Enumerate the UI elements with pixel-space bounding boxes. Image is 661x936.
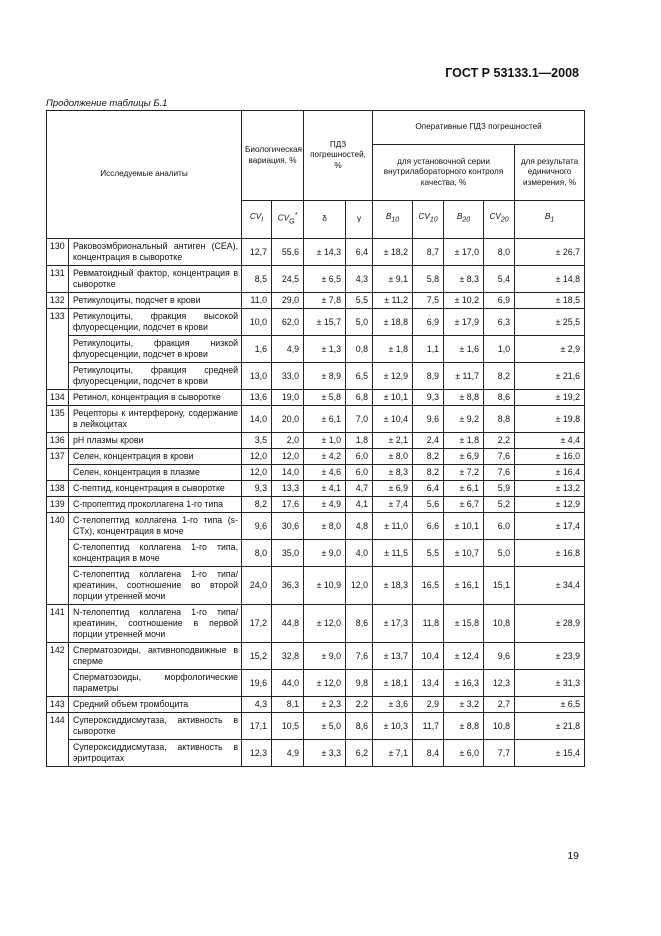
- cell-b10: ± 8,0: [373, 449, 413, 465]
- cell-b20: ± 7,2: [444, 465, 484, 481]
- cell-delta: ± 5,8: [304, 390, 346, 406]
- cell-delta: ± 6,5: [304, 266, 346, 293]
- cell-cv20: 6,0: [484, 513, 515, 540]
- header-delta: δ: [304, 201, 346, 239]
- row-number: 135: [47, 406, 69, 433]
- cell-cv10: 9,3: [413, 390, 444, 406]
- header-b1: $B_1$: [515, 201, 585, 239]
- row-number: [47, 670, 69, 697]
- cell-b20: ± 15,8: [444, 605, 484, 643]
- table-row: [47, 481, 585, 497]
- cell-cvg: 29,0: [272, 293, 304, 309]
- cell-cv20: 10,8: [484, 605, 515, 643]
- analyte-name: Сперматозоиды, активноподвижные в сперме: [69, 643, 242, 670]
- cell-delta: ± 12,0: [304, 670, 346, 697]
- cell-cvi: 13,6: [242, 390, 272, 406]
- table-row: [47, 497, 585, 513]
- cell-cvg: 35,0: [272, 540, 304, 567]
- table-row: [47, 567, 585, 605]
- cell-cv10: 10,4: [413, 643, 444, 670]
- cell-b20: ± 9,2: [444, 406, 484, 433]
- cell-b20: ± 1,8: [444, 433, 484, 449]
- row-number: [47, 567, 69, 605]
- analyte-name: pH плазмы крови: [69, 433, 242, 449]
- cell-b10: ± 10,3: [373, 713, 413, 740]
- cell-cvi: 12,7: [242, 239, 272, 266]
- cell-b10: ± 13,7: [373, 643, 413, 670]
- analyte-name: Ретикулоциты, фракция низкой флуоресценции, подсчет в крови: [69, 336, 242, 363]
- row-number: 133: [47, 309, 69, 336]
- cell-b20: ± 11,7: [444, 363, 484, 390]
- analyte-name: Рецепторы к интерферону, содержание в лейкоцитах: [69, 406, 242, 433]
- table-row: [47, 670, 585, 697]
- cell-delta: ± 5,0: [304, 713, 346, 740]
- cell-b10: ± 8,3: [373, 465, 413, 481]
- row-number: [47, 336, 69, 363]
- cell-b20: ± 10,2: [444, 293, 484, 309]
- cell-cv10: 6,6: [413, 513, 444, 540]
- cell-b1: ± 26,7: [515, 239, 585, 266]
- cell-b20: ± 10,1: [444, 513, 484, 540]
- cell-b20: ± 16,3: [444, 670, 484, 697]
- cell-b1: ± 6,5: [515, 697, 585, 713]
- cell-gamma: 4,7: [346, 481, 373, 497]
- cell-b1: ± 19,2: [515, 390, 585, 406]
- table-row: [47, 740, 585, 767]
- cell-cvg: 24,5: [272, 266, 304, 293]
- cell-cvi: 9,3: [242, 481, 272, 497]
- cell-cvg: 44,0: [272, 670, 304, 697]
- cell-b1: ± 21,8: [515, 713, 585, 740]
- row-number: 144: [47, 713, 69, 740]
- cell-cv10: 6,4: [413, 481, 444, 497]
- cell-b20: ± 8,3: [444, 266, 484, 293]
- row-number: 139: [47, 497, 69, 513]
- cell-cvi: 10,0: [242, 309, 272, 336]
- header-cv10: $CV_{10}$: [413, 201, 444, 239]
- analyte-name: С-пептид, концентрация в сыворотке: [69, 481, 242, 497]
- cell-cvg: 8,1: [272, 697, 304, 713]
- cell-cvg: 32,8: [272, 643, 304, 670]
- cell-b10: ± 11,5: [373, 540, 413, 567]
- cell-b1: ± 19,8: [515, 406, 585, 433]
- cell-cvi: 13,0: [242, 363, 272, 390]
- cell-b1: ± 16,0: [515, 449, 585, 465]
- row-number: 141: [47, 605, 69, 643]
- cell-b20: ± 1,6: [444, 336, 484, 363]
- cell-delta: ± 3,3: [304, 740, 346, 767]
- cell-delta: ± 4,1: [304, 481, 346, 497]
- cell-gamma: 2,2: [346, 697, 373, 713]
- cell-b20: ± 12,4: [444, 643, 484, 670]
- cell-delta: ± 6,1: [304, 406, 346, 433]
- cell-gamma: 4,8: [346, 513, 373, 540]
- cell-cvi: 12,0: [242, 465, 272, 481]
- cell-cv20: 6,3: [484, 309, 515, 336]
- table-row: [47, 336, 585, 363]
- cell-cv10: 1,1: [413, 336, 444, 363]
- header-cvi: $CV_I$: [242, 201, 272, 239]
- row-number: [47, 740, 69, 767]
- cell-cv10: 2,9: [413, 697, 444, 713]
- row-number: 131: [47, 266, 69, 293]
- cell-cv10: 8,2: [413, 449, 444, 465]
- cell-delta: ± 4,6: [304, 465, 346, 481]
- table-row: [47, 309, 585, 336]
- cell-delta: ± 2,3: [304, 697, 346, 713]
- row-number: [47, 540, 69, 567]
- cell-cvi: 12,0: [242, 449, 272, 465]
- cell-delta: ± 9,0: [304, 643, 346, 670]
- cell-cvg: 30,6: [272, 513, 304, 540]
- analyte-name: N-телопептид коллагена 1-го типа/креатинин, соотношение в первой порции утренней мочи: [69, 605, 242, 643]
- header-operative: Оперативные ПДЗ погрешностей: [373, 111, 585, 145]
- cell-cvi: 8,5: [242, 266, 272, 293]
- table-row: [47, 266, 585, 293]
- table-row: [47, 433, 585, 449]
- cell-cv20: 5,2: [484, 497, 515, 513]
- cell-b20: ± 6,9: [444, 449, 484, 465]
- analyte-name: Супероксиддисмутаза, активность в сыворотке: [69, 713, 242, 740]
- cell-b1: ± 25,5: [515, 309, 585, 336]
- cell-b10: ± 2,1: [373, 433, 413, 449]
- cell-b20: ± 10,7: [444, 540, 484, 567]
- cell-b10: ± 7,1: [373, 740, 413, 767]
- cell-cvg: 33,0: [272, 363, 304, 390]
- cell-cvg: 62,0: [272, 309, 304, 336]
- cell-b10: ± 18,1: [373, 670, 413, 697]
- cell-cvg: 4,9: [272, 740, 304, 767]
- cell-cvi: 4,3: [242, 697, 272, 713]
- table-row: [47, 449, 585, 465]
- cell-cvg: 10,5: [272, 713, 304, 740]
- cell-b10: ± 11,2: [373, 293, 413, 309]
- cell-b20: ± 8,8: [444, 390, 484, 406]
- cell-gamma: 7,6: [346, 643, 373, 670]
- cell-gamma: 6,4: [346, 239, 373, 266]
- cell-gamma: 1,8: [346, 433, 373, 449]
- analyte-name: Ретикулоциты, фракция высокой флуоресценции, подсчет в крови: [69, 309, 242, 336]
- cell-b1: ± 28,9: [515, 605, 585, 643]
- cell-gamma: 7,0: [346, 406, 373, 433]
- cell-b10: ± 10,1: [373, 390, 413, 406]
- analyte-name: Ретикулоциты, фракция средней флуоресценции, подсчет в крови: [69, 363, 242, 390]
- row-number: 142: [47, 643, 69, 670]
- row-number: 138: [47, 481, 69, 497]
- cell-cvg: 17,6: [272, 497, 304, 513]
- cell-b10: ± 17,3: [373, 605, 413, 643]
- cell-delta: ± 10,9: [304, 567, 346, 605]
- table-row: [47, 363, 585, 390]
- row-number: [47, 465, 69, 481]
- cell-cvi: 19,6: [242, 670, 272, 697]
- cell-gamma: 8,6: [346, 713, 373, 740]
- cell-cvg: 4,9: [272, 336, 304, 363]
- table-row: [47, 697, 585, 713]
- header-cvg: $CV_G^*$: [272, 201, 304, 239]
- cell-cvi: 17,1: [242, 713, 272, 740]
- cell-cvi: 1,6: [242, 336, 272, 363]
- cell-cvg: 55,6: [272, 239, 304, 266]
- table-row: [47, 643, 585, 670]
- cell-cvg: 14,0: [272, 465, 304, 481]
- table-caption: Продолжение таблицы Б.1: [46, 98, 168, 109]
- table-row: [47, 513, 585, 540]
- cell-b20: ± 6,1: [444, 481, 484, 497]
- cell-cv20: 12,3: [484, 670, 515, 697]
- cell-gamma: 6,2: [346, 740, 373, 767]
- table-row: [47, 540, 585, 567]
- cell-delta: ± 15,7: [304, 309, 346, 336]
- cell-gamma: 6,0: [346, 465, 373, 481]
- cell-b1: ± 34,4: [515, 567, 585, 605]
- cell-b10: ± 18,8: [373, 309, 413, 336]
- cell-gamma: 9,8: [346, 670, 373, 697]
- cell-cv20: 8,0: [484, 239, 515, 266]
- cell-b10: ± 18,3: [373, 567, 413, 605]
- cell-cvg: 2,0: [272, 433, 304, 449]
- row-number: 137: [47, 449, 69, 465]
- cell-b1: ± 15,4: [515, 740, 585, 767]
- cell-gamma: 6,5: [346, 363, 373, 390]
- cell-b10: ± 1,8: [373, 336, 413, 363]
- cell-cv10: 13,4: [413, 670, 444, 697]
- cell-cvg: 13,3: [272, 481, 304, 497]
- cell-cv20: 10,8: [484, 713, 515, 740]
- cell-b20: ± 16,1: [444, 567, 484, 605]
- cell-b1: ± 14,8: [515, 266, 585, 293]
- cell-gamma: 6,8: [346, 390, 373, 406]
- header-bio-variation: Биологическая вариация, %: [242, 111, 304, 201]
- cell-delta: ± 14,3: [304, 239, 346, 266]
- cell-cv20: 7,6: [484, 449, 515, 465]
- cell-cv10: 5,8: [413, 266, 444, 293]
- cell-delta: ± 7,8: [304, 293, 346, 309]
- cell-cv20: 8,6: [484, 390, 515, 406]
- header-b20: $B_{20}$: [444, 201, 484, 239]
- cell-cvg: 19,0: [272, 390, 304, 406]
- cell-b1: ± 21,6: [515, 363, 585, 390]
- table-body: [47, 239, 585, 767]
- cell-b10: ± 6,9: [373, 481, 413, 497]
- cell-b20: ± 8,8: [444, 713, 484, 740]
- cell-cvi: 8,0: [242, 540, 272, 567]
- cell-cv10: 5,6: [413, 497, 444, 513]
- cell-delta: ± 4,9: [304, 497, 346, 513]
- cell-cvi: 9,6: [242, 513, 272, 540]
- cell-cvi: 8,2: [242, 497, 272, 513]
- cell-cv20: 5,0: [484, 540, 515, 567]
- cell-b20: ± 17,0: [444, 239, 484, 266]
- cell-cv20: 7,7: [484, 740, 515, 767]
- table-row: [47, 406, 585, 433]
- cell-cvi: 24,0: [242, 567, 272, 605]
- cell-gamma: 5,0: [346, 309, 373, 336]
- cell-cvi: 11,0: [242, 293, 272, 309]
- row-number: 134: [47, 390, 69, 406]
- cell-b10: ± 3,6: [373, 697, 413, 713]
- table-row: [47, 239, 585, 266]
- cell-b1: ± 23,9: [515, 643, 585, 670]
- cell-gamma: 4,3: [346, 266, 373, 293]
- cell-cvg: 44,8: [272, 605, 304, 643]
- cell-gamma: 12,0: [346, 567, 373, 605]
- cell-b10: ± 10,4: [373, 406, 413, 433]
- cell-cv20: 5,9: [484, 481, 515, 497]
- cell-b10: ± 9,1: [373, 266, 413, 293]
- analyte-name: С-пропептид проколлагена 1-го типа: [69, 497, 242, 513]
- table-row: [47, 293, 585, 309]
- row-number: 130: [47, 239, 69, 266]
- table-row: [47, 465, 585, 481]
- cell-cv10: 16,5: [413, 567, 444, 605]
- analyte-name: С-телопептид коллагена 1-го типа, концентрация в моче: [69, 540, 242, 567]
- analyte-name: Ретинол, концентрация в сыворотке: [69, 390, 242, 406]
- cell-b1: ± 18,5: [515, 293, 585, 309]
- analyte-name: Супероксиддисмутаза, активность в эритроцитах: [69, 740, 242, 767]
- analyte-name: Средний объем тромбоцита: [69, 697, 242, 713]
- header-b10: $B_{10}$: [373, 201, 413, 239]
- cell-b1: ± 4,4: [515, 433, 585, 449]
- cell-cv20: 5,4: [484, 266, 515, 293]
- cell-gamma: 4,1: [346, 497, 373, 513]
- cell-b1: ± 16,4: [515, 465, 585, 481]
- cell-cv20: 8,8: [484, 406, 515, 433]
- header-single-result: для результата единичного измерения, %: [515, 145, 585, 201]
- cell-cvg: 20,0: [272, 406, 304, 433]
- cell-b20: ± 6,0: [444, 740, 484, 767]
- cell-cv10: 8,9: [413, 363, 444, 390]
- cell-b20: ± 17,9: [444, 309, 484, 336]
- cell-b10: ± 12,9: [373, 363, 413, 390]
- cell-b10: ± 11,0: [373, 513, 413, 540]
- document-id: ГОСТ Р 53133.1—2008: [445, 66, 579, 80]
- cell-cv20: 2,2: [484, 433, 515, 449]
- cell-gamma: 8,6: [346, 605, 373, 643]
- cell-cv20: 1,0: [484, 336, 515, 363]
- cell-b1: ± 16,8: [515, 540, 585, 567]
- analyte-name: С-телопептид коллагена 1-го типа/креатинин, соотношение во второй порции утренней мочи: [69, 567, 242, 605]
- cell-b10: ± 18,2: [373, 239, 413, 266]
- analyte-name: Ревматоидный фактор, концентрация в сыворотке: [69, 266, 242, 293]
- analyte-name: Ретикулоциты, подсчет в крови: [69, 293, 242, 309]
- cell-b10: ± 7,4: [373, 497, 413, 513]
- cell-cvi: 17,2: [242, 605, 272, 643]
- row-number: 136: [47, 433, 69, 449]
- cell-cv10: 9,6: [413, 406, 444, 433]
- cell-delta: ± 8,0: [304, 513, 346, 540]
- analyte-name: Сперматозоиды, морфологические параметры: [69, 670, 242, 697]
- cell-cvi: 12,3: [242, 740, 272, 767]
- cell-b1: ± 13,2: [515, 481, 585, 497]
- analyte-name: Селен, концентрация в крови: [69, 449, 242, 465]
- row-number: 132: [47, 293, 69, 309]
- cell-cv10: 5,5: [413, 540, 444, 567]
- cell-delta: ± 1,0: [304, 433, 346, 449]
- cell-delta: ± 9,0: [304, 540, 346, 567]
- cell-delta: ± 4,2: [304, 449, 346, 465]
- table-row: [47, 390, 585, 406]
- cell-b20: ± 6,7: [444, 497, 484, 513]
- cell-cv20: 2,7: [484, 697, 515, 713]
- cell-cv10: 11,7: [413, 713, 444, 740]
- cell-delta: ± 12,0: [304, 605, 346, 643]
- cell-cv10: 2,4: [413, 433, 444, 449]
- cell-cv20: 9,6: [484, 643, 515, 670]
- cell-gamma: 0,8: [346, 336, 373, 363]
- cell-cvi: 15,2: [242, 643, 272, 670]
- table-row: [47, 605, 585, 643]
- cell-cv10: 11,8: [413, 605, 444, 643]
- cell-cv20: 15,1: [484, 567, 515, 605]
- cell-gamma: 5,5: [346, 293, 373, 309]
- analytes-table: [46, 110, 585, 767]
- cell-cvg: 12,0: [272, 449, 304, 465]
- cell-gamma: 4,0: [346, 540, 373, 567]
- row-number: 140: [47, 513, 69, 540]
- analyte-name: Селен, концентрация в плазме: [69, 465, 242, 481]
- cell-b1: ± 2,9: [515, 336, 585, 363]
- analyte-name: Раковоэмбриональный антиген (CEA), концентрация в сыворотке: [69, 239, 242, 266]
- header-pdz: ПДЗ погрешностей, %: [304, 111, 373, 201]
- cell-cv10: 8,2: [413, 465, 444, 481]
- cell-delta: ± 8,9: [304, 363, 346, 390]
- header-analyte: Исследуемые аналиты: [47, 111, 242, 239]
- analyte-name: С-телопептид коллагена 1-го типа (s-CTx), концентрация в моче: [69, 513, 242, 540]
- page-number: 19: [567, 850, 579, 862]
- cell-b1: ± 17,4: [515, 513, 585, 540]
- cell-cv10: 8,4: [413, 740, 444, 767]
- cell-cv20: 8,2: [484, 363, 515, 390]
- cell-gamma: 6,0: [346, 449, 373, 465]
- cell-cv10: 8,7: [413, 239, 444, 266]
- header-setup-series: для установочной серии внутрилабораторного контроля качества, %: [373, 145, 515, 201]
- cell-cvg: 36,3: [272, 567, 304, 605]
- cell-cv20: 7,6: [484, 465, 515, 481]
- cell-b20: ± 3,2: [444, 697, 484, 713]
- cell-cvi: 14,0: [242, 406, 272, 433]
- cell-cv10: 7,5: [413, 293, 444, 309]
- row-number: 143: [47, 697, 69, 713]
- row-number: [47, 363, 69, 390]
- cell-cv20: 6,9: [484, 293, 515, 309]
- header-cv20: $CV_{20}$: [484, 201, 515, 239]
- cell-cvi: 3,5: [242, 433, 272, 449]
- header-gamma: γ: [346, 201, 373, 239]
- table-row: [47, 713, 585, 740]
- cell-b1: ± 31,3: [515, 670, 585, 697]
- cell-cv10: 6,9: [413, 309, 444, 336]
- cell-b1: ± 12,9: [515, 497, 585, 513]
- cell-delta: ± 1,3: [304, 336, 346, 363]
